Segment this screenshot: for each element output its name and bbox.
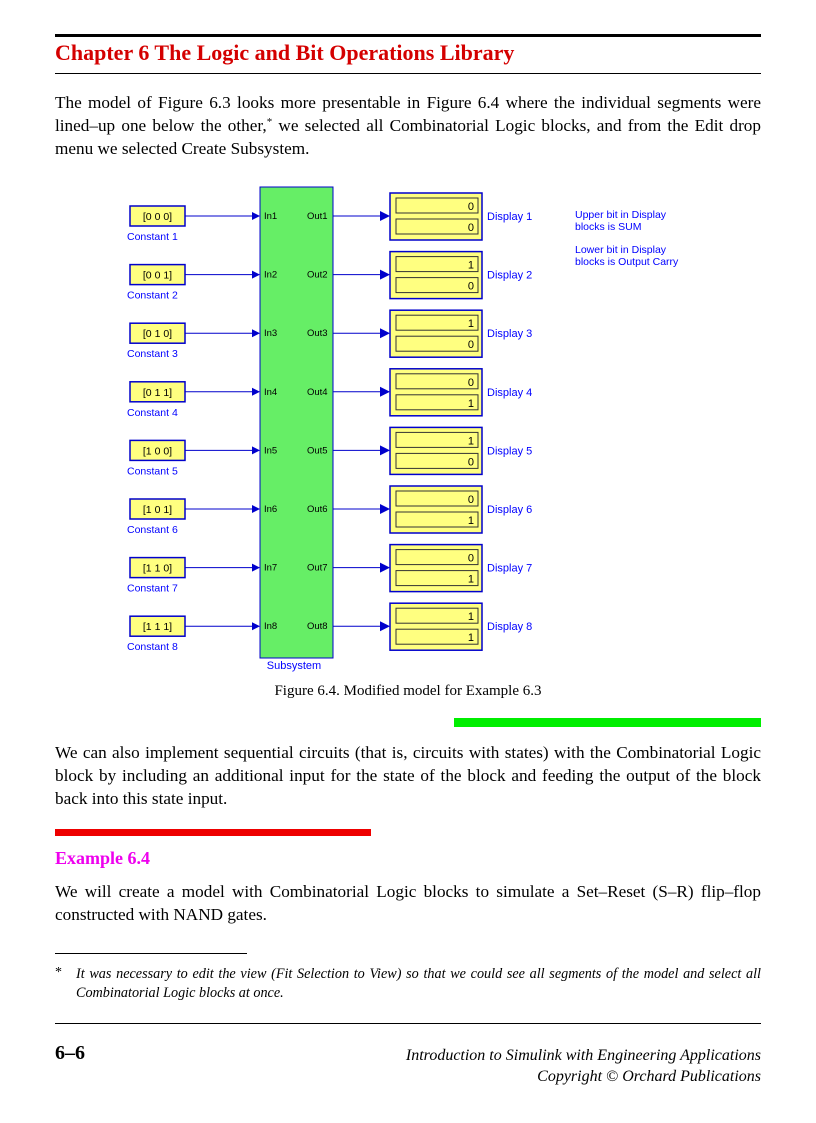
subsystem-input-port-7: In7 <box>264 562 278 574</box>
constant-value-6: [1 0 1] <box>142 504 173 516</box>
display-upper-value-1: 0 <box>467 201 474 213</box>
subsystem-output-port-5: Out5 <box>307 445 328 457</box>
display-upper-field-2 <box>396 257 478 272</box>
input-arrow-4 <box>252 388 260 396</box>
annotation-line-2: blocks is SUM <box>575 221 642 233</box>
display-lower-field-6 <box>396 512 478 527</box>
display-label-2: Display 2 <box>487 269 533 282</box>
display-upper-field-3 <box>396 315 478 330</box>
constant-label-8: Constant 8 <box>127 641 178 654</box>
constant-label-3: Constant 3 <box>127 348 178 361</box>
footer-rule <box>55 1023 761 1024</box>
annotation-line-1: Upper bit in Display <box>575 209 667 221</box>
display-upper-value-4: 0 <box>467 376 474 389</box>
display-lower-field-4 <box>396 395 478 410</box>
subsystem-input-port-1: In1 <box>264 211 278 222</box>
display-lower-field-5 <box>396 453 478 468</box>
footnote-text: It was necessary to edit the view (Fit Selection to View) so that we could see all segments of the model and select all Combinatorial Logic blocks at once. <box>76 966 761 1001</box>
subsystem-output-port-8: Out8 <box>307 621 328 633</box>
input-arrow-5 <box>252 446 260 454</box>
display-lower-field-8 <box>396 629 478 644</box>
output-arrow-2 <box>380 270 390 280</box>
display-lower-value-2: 0 <box>467 280 474 293</box>
subsystem-output-port-7: Out7 <box>307 562 328 574</box>
display-label-5: Display 5 <box>487 445 533 458</box>
annotation-line-4: blocks is Output Carry <box>575 256 679 268</box>
subsystem-output-port-2: Out2 <box>307 269 328 281</box>
constant-label-1: Constant 1 <box>127 231 178 243</box>
constant-value-3: [0 1 0] <box>142 328 173 341</box>
display-label-6: Display 6 <box>487 504 533 516</box>
chapter-heading: Chapter 6 The Logic and Bit Operations Library <box>55 40 515 65</box>
subsystem-input-port-8: In8 <box>264 621 278 633</box>
input-arrow-3 <box>252 329 260 337</box>
display-label-8: Display 8 <box>487 621 533 634</box>
display-lower-value-3: 0 <box>467 339 474 352</box>
subsystem-output-port-1: Out1 <box>307 211 328 222</box>
subsystem-input-port-5: In5 <box>264 445 278 457</box>
display-upper-field-5 <box>396 432 478 447</box>
green-marker-bar <box>454 718 761 727</box>
subsystem-label: Subsystem <box>266 660 322 672</box>
display-lower-value-1: 0 <box>467 222 474 234</box>
constant-label-7: Constant 7 <box>127 582 178 595</box>
constant-label-6: Constant 6 <box>127 524 178 536</box>
output-arrow-5 <box>380 445 390 455</box>
output-arrow-3 <box>380 328 390 338</box>
sequential-circuits-paragraph: We can also implement sequential circuits (that is, circuits with states) with the Combinatorial Logic block by including an additional input for the state of the block and feeding the output of the block back into this state input. <box>55 743 761 808</box>
footer-credits <box>406 1045 761 1087</box>
figure-caption: Figure 6.4. Modified model for Example 6.3 <box>274 683 542 699</box>
display-upper-field-1 <box>396 198 478 213</box>
constant-value-8: [1 1 1] <box>142 621 173 634</box>
red-marker-bar <box>55 829 371 836</box>
intro-text-continued: we selected all Combinatorial Logic blocks, and from the Edit drop menu we selected Create Subsystem. <box>55 116 761 158</box>
subsystem-input-port-2: In2 <box>264 269 278 281</box>
display-lower-value-5: 0 <box>467 456 474 469</box>
input-arrow-8 <box>252 622 260 630</box>
display-upper-value-7: 0 <box>467 552 474 565</box>
subsystem-output-port-4: Out4 <box>307 386 328 398</box>
input-arrow-2 <box>252 271 260 279</box>
display-lower-field-3 <box>396 336 478 351</box>
display-upper-value-8: 1 <box>467 611 474 624</box>
display-lower-value-7: 1 <box>467 573 474 586</box>
subsystem-output-port-6: Out6 <box>307 504 328 515</box>
subsystem-output-port-3: Out3 <box>307 328 328 340</box>
display-lower-field-7 <box>396 571 478 586</box>
footnote-rule <box>55 953 247 954</box>
output-arrow-6 <box>380 504 390 514</box>
display-upper-field-6 <box>396 491 478 506</box>
intro-text: The model of Figure 6.3 looks more presentable in Figure 6.4 where the individual segments were lined–up one below the other, <box>55 93 761 135</box>
display-upper-field-7 <box>396 550 478 565</box>
display-label-1: Display 1 <box>487 211 533 223</box>
input-arrow-1 <box>252 212 260 220</box>
footnote-reference: * <box>266 116 273 128</box>
output-arrow-4 <box>380 387 390 397</box>
display-label-3: Display 3 <box>487 328 533 341</box>
constant-value-5: [1 0 0] <box>142 445 173 458</box>
display-lower-field-2 <box>396 278 478 293</box>
subsystem-input-port-3: In3 <box>264 328 278 340</box>
book-title: Introduction to Simulink with Engineering Applications <box>405 1047 761 1064</box>
display-lower-value-4: 1 <box>467 397 474 410</box>
constant-label-5: Constant 5 <box>127 465 178 478</box>
subsystem-block <box>260 187 333 658</box>
display-label-4: Display 4 <box>487 386 533 399</box>
display-upper-value-3: 1 <box>467 318 474 331</box>
constant-value-7: [1 1 0] <box>142 562 173 575</box>
display-upper-field-4 <box>396 374 478 389</box>
subsystem-input-port-4: In4 <box>264 386 278 398</box>
page-number: 6–6 <box>55 1042 85 1064</box>
constant-value-4: [0 1 1] <box>142 386 173 399</box>
display-upper-value-2: 1 <box>467 259 474 272</box>
input-arrow-6 <box>252 505 260 513</box>
display-upper-field-8 <box>396 608 478 623</box>
constant-value-1: [0 0 0] <box>142 211 173 223</box>
display-lower-value-6: 1 <box>467 515 474 527</box>
copyright-line: Copyright © Orchard Publications <box>537 1068 761 1085</box>
output-arrow-7 <box>380 563 390 573</box>
input-arrow-7 <box>252 564 260 572</box>
annotation-line-3: Lower bit in Display <box>575 244 667 256</box>
footnote-marker: * <box>55 965 62 980</box>
constant-value-2: [0 0 1] <box>142 269 173 282</box>
constant-label-2: Constant 2 <box>127 289 178 302</box>
example-paragraph: We will create a model with Combinatorial Logic blocks to simulate a Set–Reset (S–R) flip–flop constructed with NAND gates. <box>55 882 761 924</box>
example-heading: Example 6.4 <box>55 848 151 868</box>
subsystem-input-port-6: In6 <box>264 504 278 515</box>
display-label-7: Display 7 <box>487 562 533 575</box>
display-lower-field-1 <box>396 219 478 234</box>
constant-label-4: Constant 4 <box>127 406 178 419</box>
output-arrow-1 <box>380 211 390 221</box>
display-upper-value-6: 0 <box>467 494 474 506</box>
display-lower-value-8: 1 <box>467 632 474 645</box>
output-arrow-8 <box>380 621 390 631</box>
display-upper-value-5: 1 <box>467 435 474 448</box>
